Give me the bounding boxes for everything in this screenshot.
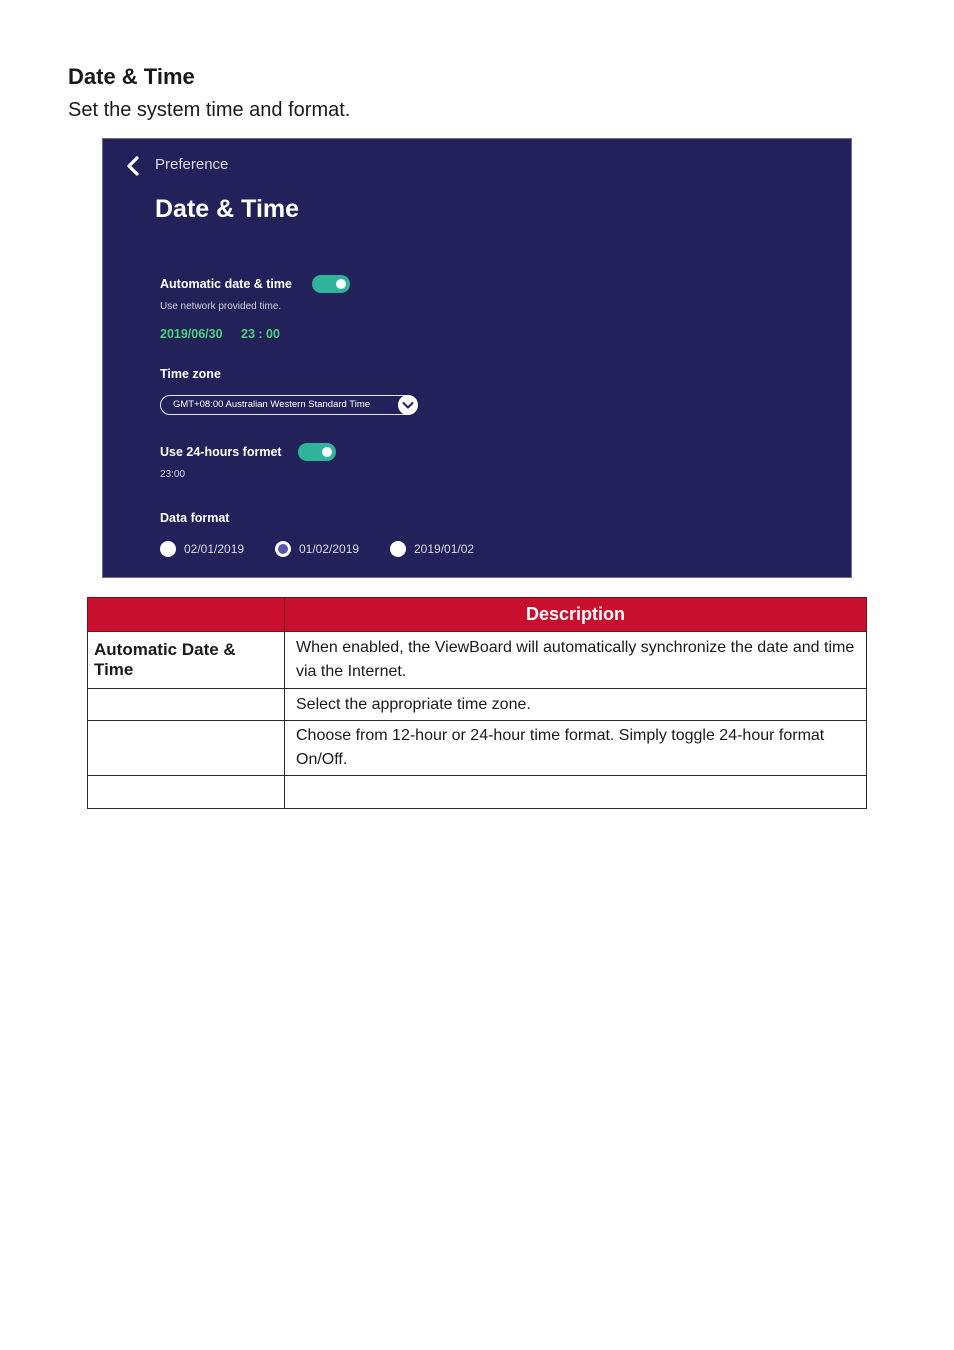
table-cell-item xyxy=(88,689,285,721)
table-header-description: Description xyxy=(285,598,867,632)
table-header-item xyxy=(88,598,285,632)
breadcrumb[interactable]: Preference xyxy=(155,156,229,173)
table-cell-description: Choose from 12-hour or 24-hour time format. Simply toggle 24-hour format On/Off. xyxy=(285,721,867,776)
date-format-radio-2[interactable] xyxy=(275,541,291,557)
auto-date-time-hint: Use network provided time. xyxy=(160,301,282,312)
back-arrow-icon[interactable] xyxy=(123,155,143,177)
hour24-label: Use 24-hours formet xyxy=(160,445,282,459)
date-format-option-2: 01/02/2019 xyxy=(299,542,360,556)
date-format-radio-3[interactable] xyxy=(390,541,406,557)
auto-date-time-toggle[interactable] xyxy=(312,275,350,293)
section-heading: Date & Time xyxy=(68,64,195,89)
table-row xyxy=(88,632,867,689)
date-time-settings-screenshot xyxy=(102,138,852,578)
toggle-knob xyxy=(322,447,332,457)
table-cell-description: When enabled, the ViewBoard will automatically synchronize the date and time via the Internet. xyxy=(285,632,867,689)
screen-title: Date & Time xyxy=(155,195,300,223)
chevron-down-icon[interactable] xyxy=(398,395,418,415)
table-header-row xyxy=(88,598,867,632)
hour24-example: 23:00 xyxy=(160,469,186,480)
date-format-radio-1[interactable] xyxy=(160,541,176,557)
table-cell-item xyxy=(88,776,285,809)
table-row xyxy=(88,776,867,809)
date-format-label: Data format xyxy=(160,511,230,525)
toggle-knob xyxy=(336,279,346,289)
table-row xyxy=(88,721,867,776)
radio-selected-dot xyxy=(278,544,288,554)
table-cell-description: Select the appropriate time zone. xyxy=(285,689,867,721)
time-zone-label: Time zone xyxy=(160,367,221,381)
current-date[interactable]: 2019/06/30 xyxy=(160,327,223,341)
table-cell-item xyxy=(88,721,285,776)
auto-date-time-label: Automatic date & time xyxy=(160,277,292,291)
table-cell-item: Automatic Date & Time xyxy=(88,632,285,689)
time-zone-value: GMT+08:00 Australian Western Standard Time xyxy=(173,399,371,410)
hour24-toggle[interactable] xyxy=(298,443,336,461)
section-subtitle: Set the system time and format. xyxy=(68,99,351,121)
current-time[interactable]: 23 : 00 xyxy=(241,327,280,341)
time-zone-select[interactable] xyxy=(160,395,416,415)
table-row xyxy=(88,689,867,721)
date-format-option-3: 2019/01/02 xyxy=(414,542,475,556)
date-format-option-1: 02/01/2019 xyxy=(184,542,245,556)
description-table xyxy=(87,597,867,809)
table-cell-description xyxy=(285,776,867,809)
